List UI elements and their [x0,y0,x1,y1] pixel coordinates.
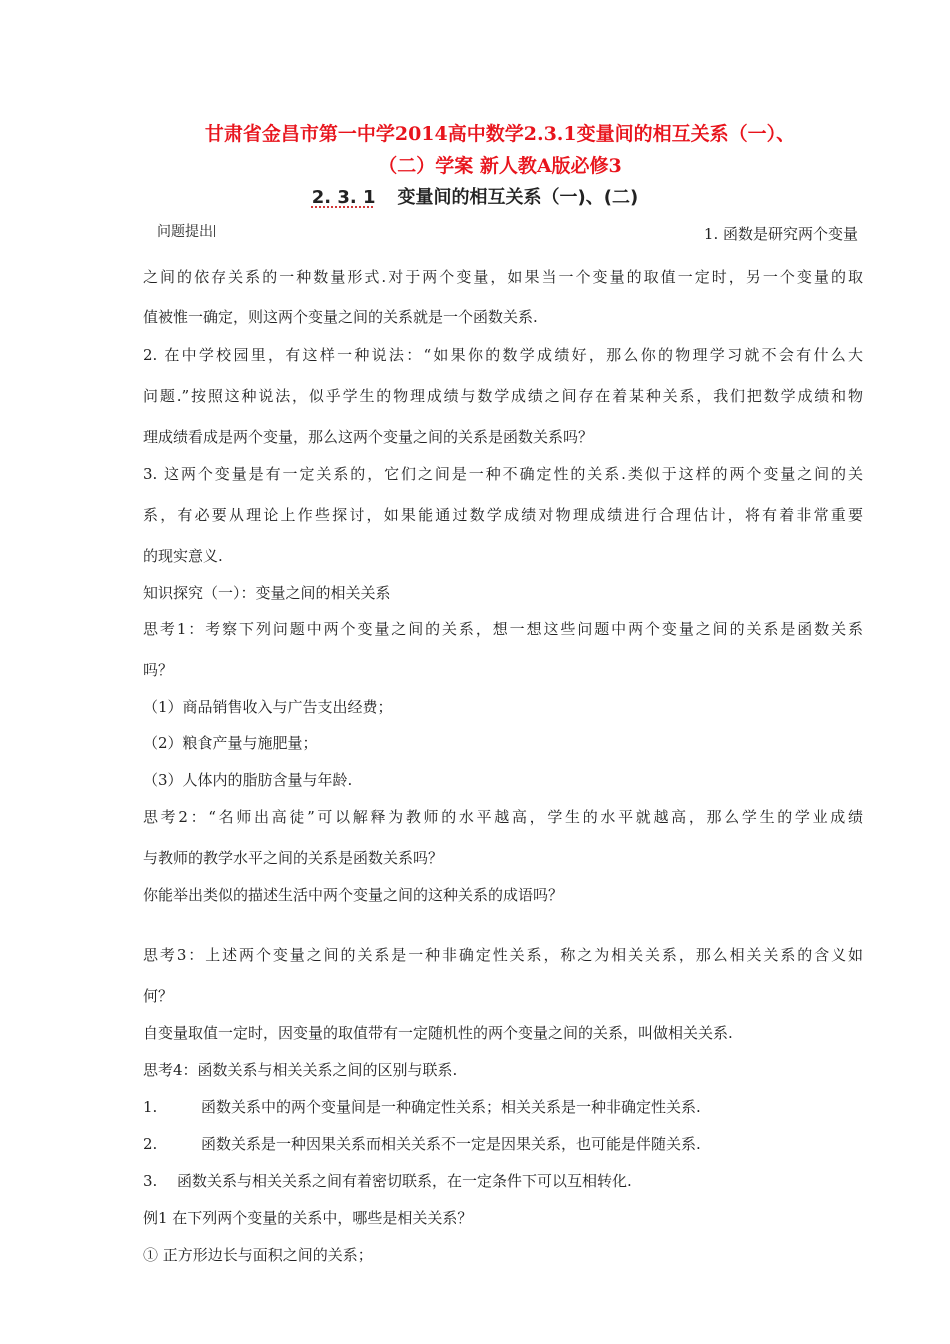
paragraph-line: 理成绩看成是两个变量，那么这两个变量之间的关系是函数关系吗？ [143,428,594,446]
paragraph-line: 的现实意义. [143,547,223,565]
section-subheading: 知识探究（一）：变量之间的相关关系 [143,584,391,602]
paragraph-line: 自变量取值一定时，因变量的取值带有一定随机性的两个变量之间的关系，叫做相关关系. [143,1024,733,1042]
section-label-text: 问题提出 [157,224,213,240]
section-heading-text: 变量间的相互关系（一)、(二) [397,187,639,208]
list-item: ① 正方形边长与面积之间的关系； [143,1246,373,1264]
list-item-text: 函数关系是一种因果关系而相关关系不一定是因果关系，也可能是伴随关系. [201,1135,701,1153]
paragraph-line: 之间的依存关系的一种数量形式.对于两个变量，如果当一个变量的取值一定时，另一个变量的取 [143,268,863,286]
section-heading [0,183,950,209]
paragraph-line: 何？ [143,987,174,1005]
paragraph-line: 值被惟一确定，则这两个变量之间的关系就是一个函数关系. [143,308,538,326]
paragraph-line: 思考4：函数关系与相关关系之间的区别与联系. [143,1061,458,1079]
paragraph-line: 2. 在中学校园里，有这样一种说法：“如果你的数学成绩好，那么你的物理学习就不会有什么大 [143,346,863,364]
list-item: （1）商品销售收入与广告支出经费； [143,698,393,716]
list-number: 2. [143,1135,158,1153]
list-number: 3. [143,1172,158,1190]
list-item-text: 函数关系与相关关系之间有着密切联系，在一定条件下可以互相转化. [177,1172,632,1190]
list-item: （3）人体内的脂肪含量与年龄. [143,771,353,789]
text-cursor [214,225,215,237]
list-item: （2）粮食产量与施肥量； [143,734,318,752]
title-line-1: 甘肃省金昌市第一中学2014高中数学2.3.1变量间的相互关系（一）、 [204,123,796,145]
numbered-item [143,1133,863,1154]
paragraph-line: 你能举出类似的描述生活中两个变量之间的这种关系的成语吗？ [143,886,564,904]
section-label [157,221,215,241]
numbered-item [143,1170,863,1191]
paragraph-line: 思考1：考察下列问题中两个变量之间的关系，想一想这些问题中两个变量之间的关系是函数关系 [143,620,863,638]
paragraph-line: 3. 这两个变量是有一定关系的，它们之间是一种不确定性的关系.类似于这样的两个变量之间的关 [143,465,863,483]
paragraph-line: 吗？ [143,661,174,679]
paragraph-line: 思考3：上述两个变量之间的关系是一种非确定性关系，称之为相关关系，那么相关关系的含义如 [143,946,863,964]
paragraph-line: 系，有必要从理论上作些探讨，如果能通过数学成绩对物理成绩进行合理估计，将有着非常重要 [143,506,863,524]
example-heading: 例1 在下列两个变量的关系中，哪些是相关关系？ [143,1209,473,1227]
paragraph-line: 思考2：“名师出高徒”可以解释为教师的水平越高，学生的水平就越高，那么学生的学业成绩 [143,808,863,826]
paragraph-line: 与教师的教学水平之间的关系是函数关系吗？ [143,849,444,867]
title-line-2: （二）学案 新人教A版必修3 [378,155,622,177]
paragraph-line: 问题.”按照这种说法，似乎学生的物理成绩与数学成绩之间存在着某种关系，我们把数学成绩和物 [143,387,863,405]
list-number: 1. [143,1098,158,1116]
paragraph-line: 1. 函数是研究两个变量 [703,225,858,243]
section-number: 2. 3. 1 [311,187,376,208]
list-item-text: 函数关系中的两个变量间是一种确定性关系；相关关系是一种非确定性关系. [201,1098,701,1116]
numbered-item [143,1096,863,1117]
document-title [120,118,880,182]
